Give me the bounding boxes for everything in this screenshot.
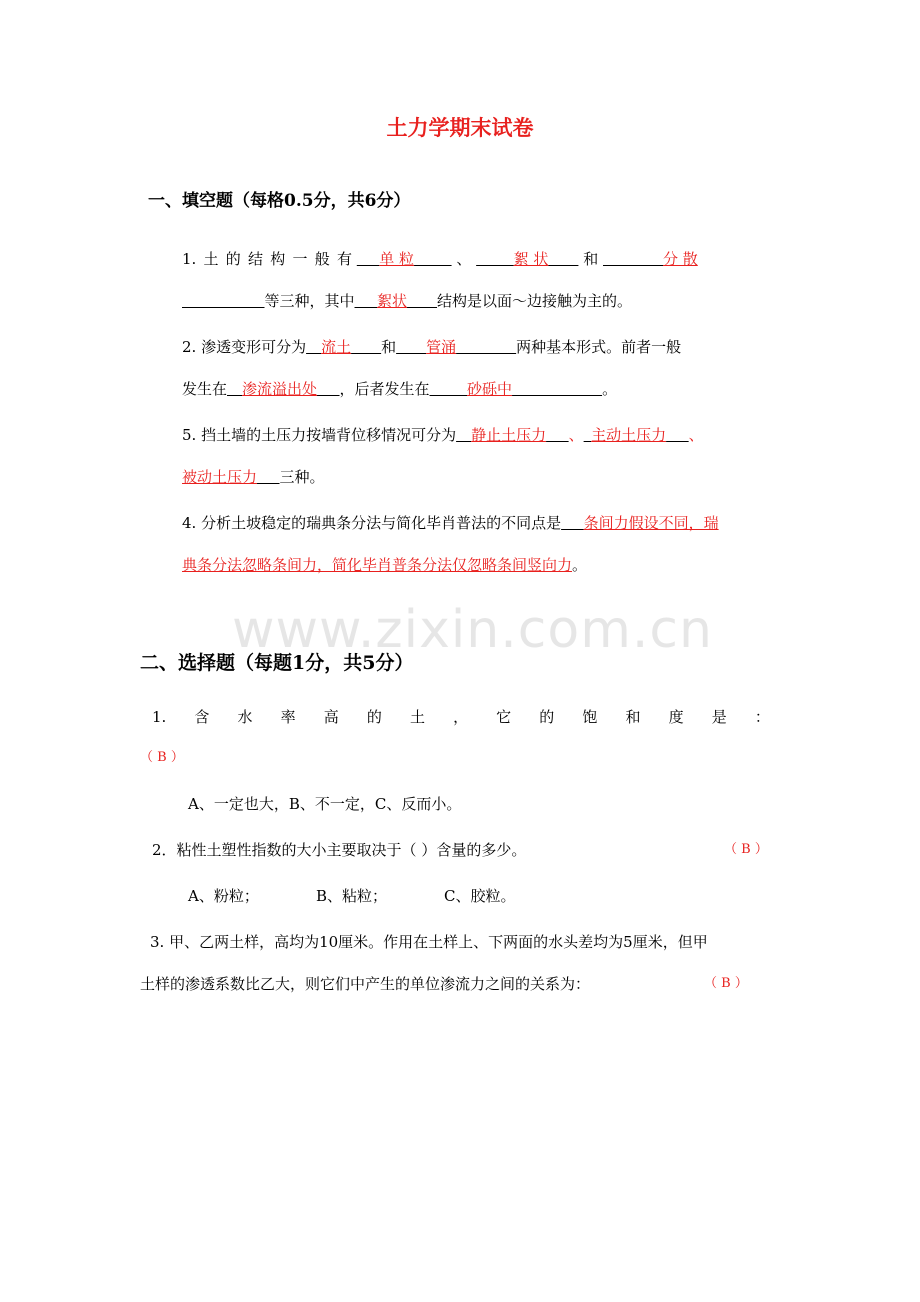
answer-blank: 被动土压力 (182, 468, 258, 486)
mc1-char: 水 (237, 708, 253, 726)
separator: 、 (568, 426, 584, 444)
q1-text: 结构是以面～边接触为主的。 (437, 292, 633, 310)
q1-char: 土 (203, 250, 219, 268)
q1-char: 1. (182, 250, 197, 268)
q2-text: 和 (381, 338, 397, 356)
q1-char: 有 (336, 250, 352, 268)
section-heading-fill-blank: 一、填空题（每格0.5分，共6分） (148, 191, 411, 211)
answer-blank: 单 粒 (379, 250, 415, 268)
fill-question-2-line-1 (182, 337, 681, 357)
mc1-char: 的 (366, 708, 382, 726)
mc1-char: 率 (280, 708, 296, 726)
q3-text: 5. 挡土墙的土压力按墙背位移情况可分为 (182, 426, 457, 444)
section-heading-multiple-choice: 二、选择题（每题1分，共5分） (140, 652, 414, 674)
q2-text: 发生在 (182, 380, 228, 398)
choice-question-1-answer: （ B ） (140, 750, 184, 765)
mc1-char: 土 (409, 708, 425, 726)
mc1-char: 它 (496, 708, 512, 726)
mc1-char: ： (754, 708, 770, 726)
choice-question-3-stem-line-2: 土样的渗透系数比乙大，则它们中产生的单位渗流力之间的关系为： (140, 975, 591, 993)
choice-question-1-options: A、一定也大，B、不一定，C、反而小。 (188, 795, 462, 813)
q1-char: 构 (270, 250, 286, 268)
fill-question-4-line-2 (182, 555, 587, 575)
q2-text: ，后者发生在 (339, 380, 430, 398)
q2-text: 两种基本形式。前者一般 (516, 338, 682, 356)
answer-blank: 典条分法忽略条间力，简化毕肖普条分法仅忽略条间竖向力 (182, 556, 573, 574)
fill-question-3-line-1 (182, 425, 704, 445)
fill-question-1-line-2 (182, 291, 632, 311)
mc1-char: ， (453, 708, 469, 726)
q2-text: 2. 渗透变形可分为 (182, 338, 307, 356)
q4-text: 4. 分析土坡稳定的瑞典条分法与简化毕肖普法的不同点是 (182, 514, 562, 532)
answer-blank: 条间力假设不同，瑞 (583, 514, 719, 532)
answer-blank: 絮状 (377, 292, 408, 310)
answer-blank: 流土 (321, 338, 352, 356)
mc1-char: 度 (668, 708, 684, 726)
fill-question-2-line-2 (182, 379, 617, 399)
choice-question-2-option-c: C、胶粒。 (444, 887, 516, 905)
choice-question-2-answer: （ B ） (724, 842, 768, 857)
choice-question-2-option-b: B、粘粒； (316, 887, 388, 905)
mc1-char: 含 (194, 708, 210, 726)
answer-blank: 主动土压力 (591, 426, 667, 444)
fill-question-4-line-1 (182, 513, 719, 533)
mc1-char: 的 (539, 708, 555, 726)
mc1-char: 饱 (582, 708, 598, 726)
watermark: www.zixin.com.cn (232, 600, 713, 660)
q1-text: 等三种，其中 (264, 292, 355, 310)
choice-question-3-stem-line-1: 3. 甲、乙两土样，高均为10厘米。作用在土样上、下两面的水头差均为5厘米，但甲 (150, 933, 708, 951)
q3-text: 三种。 (279, 468, 325, 486)
q1-char: 结 (248, 250, 264, 268)
mc1-char: 高 (323, 708, 339, 726)
page-title: 土力学期末试卷 (386, 115, 534, 140)
choice-question-2-stem: 2．粘性土塑性指数的大小主要取决于（ ）含量的多少。 (152, 841, 527, 859)
mc1-char: 是 (711, 708, 727, 726)
fill-question-1-line-1 (182, 249, 784, 269)
separator: 、 (688, 426, 704, 444)
mc1-char: 和 (625, 708, 641, 726)
q4-text: 。 (572, 556, 588, 574)
answer-blank: 絮 状 (513, 250, 549, 268)
answer-blank: 管涌 (426, 338, 457, 356)
answer-blank: 分 散 (663, 250, 698, 268)
q1-char: 一 (292, 250, 308, 268)
choice-question-1-stem (152, 707, 770, 727)
fill-question-3-line-2 (182, 467, 325, 487)
answer-blank: 渗流溢出处 (242, 380, 318, 398)
mc1-char: 1. (152, 708, 167, 726)
q2-text: 。 (602, 380, 618, 398)
separator: 和 (583, 250, 599, 268)
answer-blank: 静止土压力 (471, 426, 547, 444)
choice-question-3-answer: （ B ） (704, 976, 748, 991)
q1-char: 的 (225, 250, 241, 268)
separator: 、 (456, 250, 472, 268)
q1-char: 般 (314, 250, 330, 268)
answer-blank: 砂砾中 (467, 380, 513, 398)
choice-question-2-option-a: A、粉粒； (188, 887, 259, 905)
